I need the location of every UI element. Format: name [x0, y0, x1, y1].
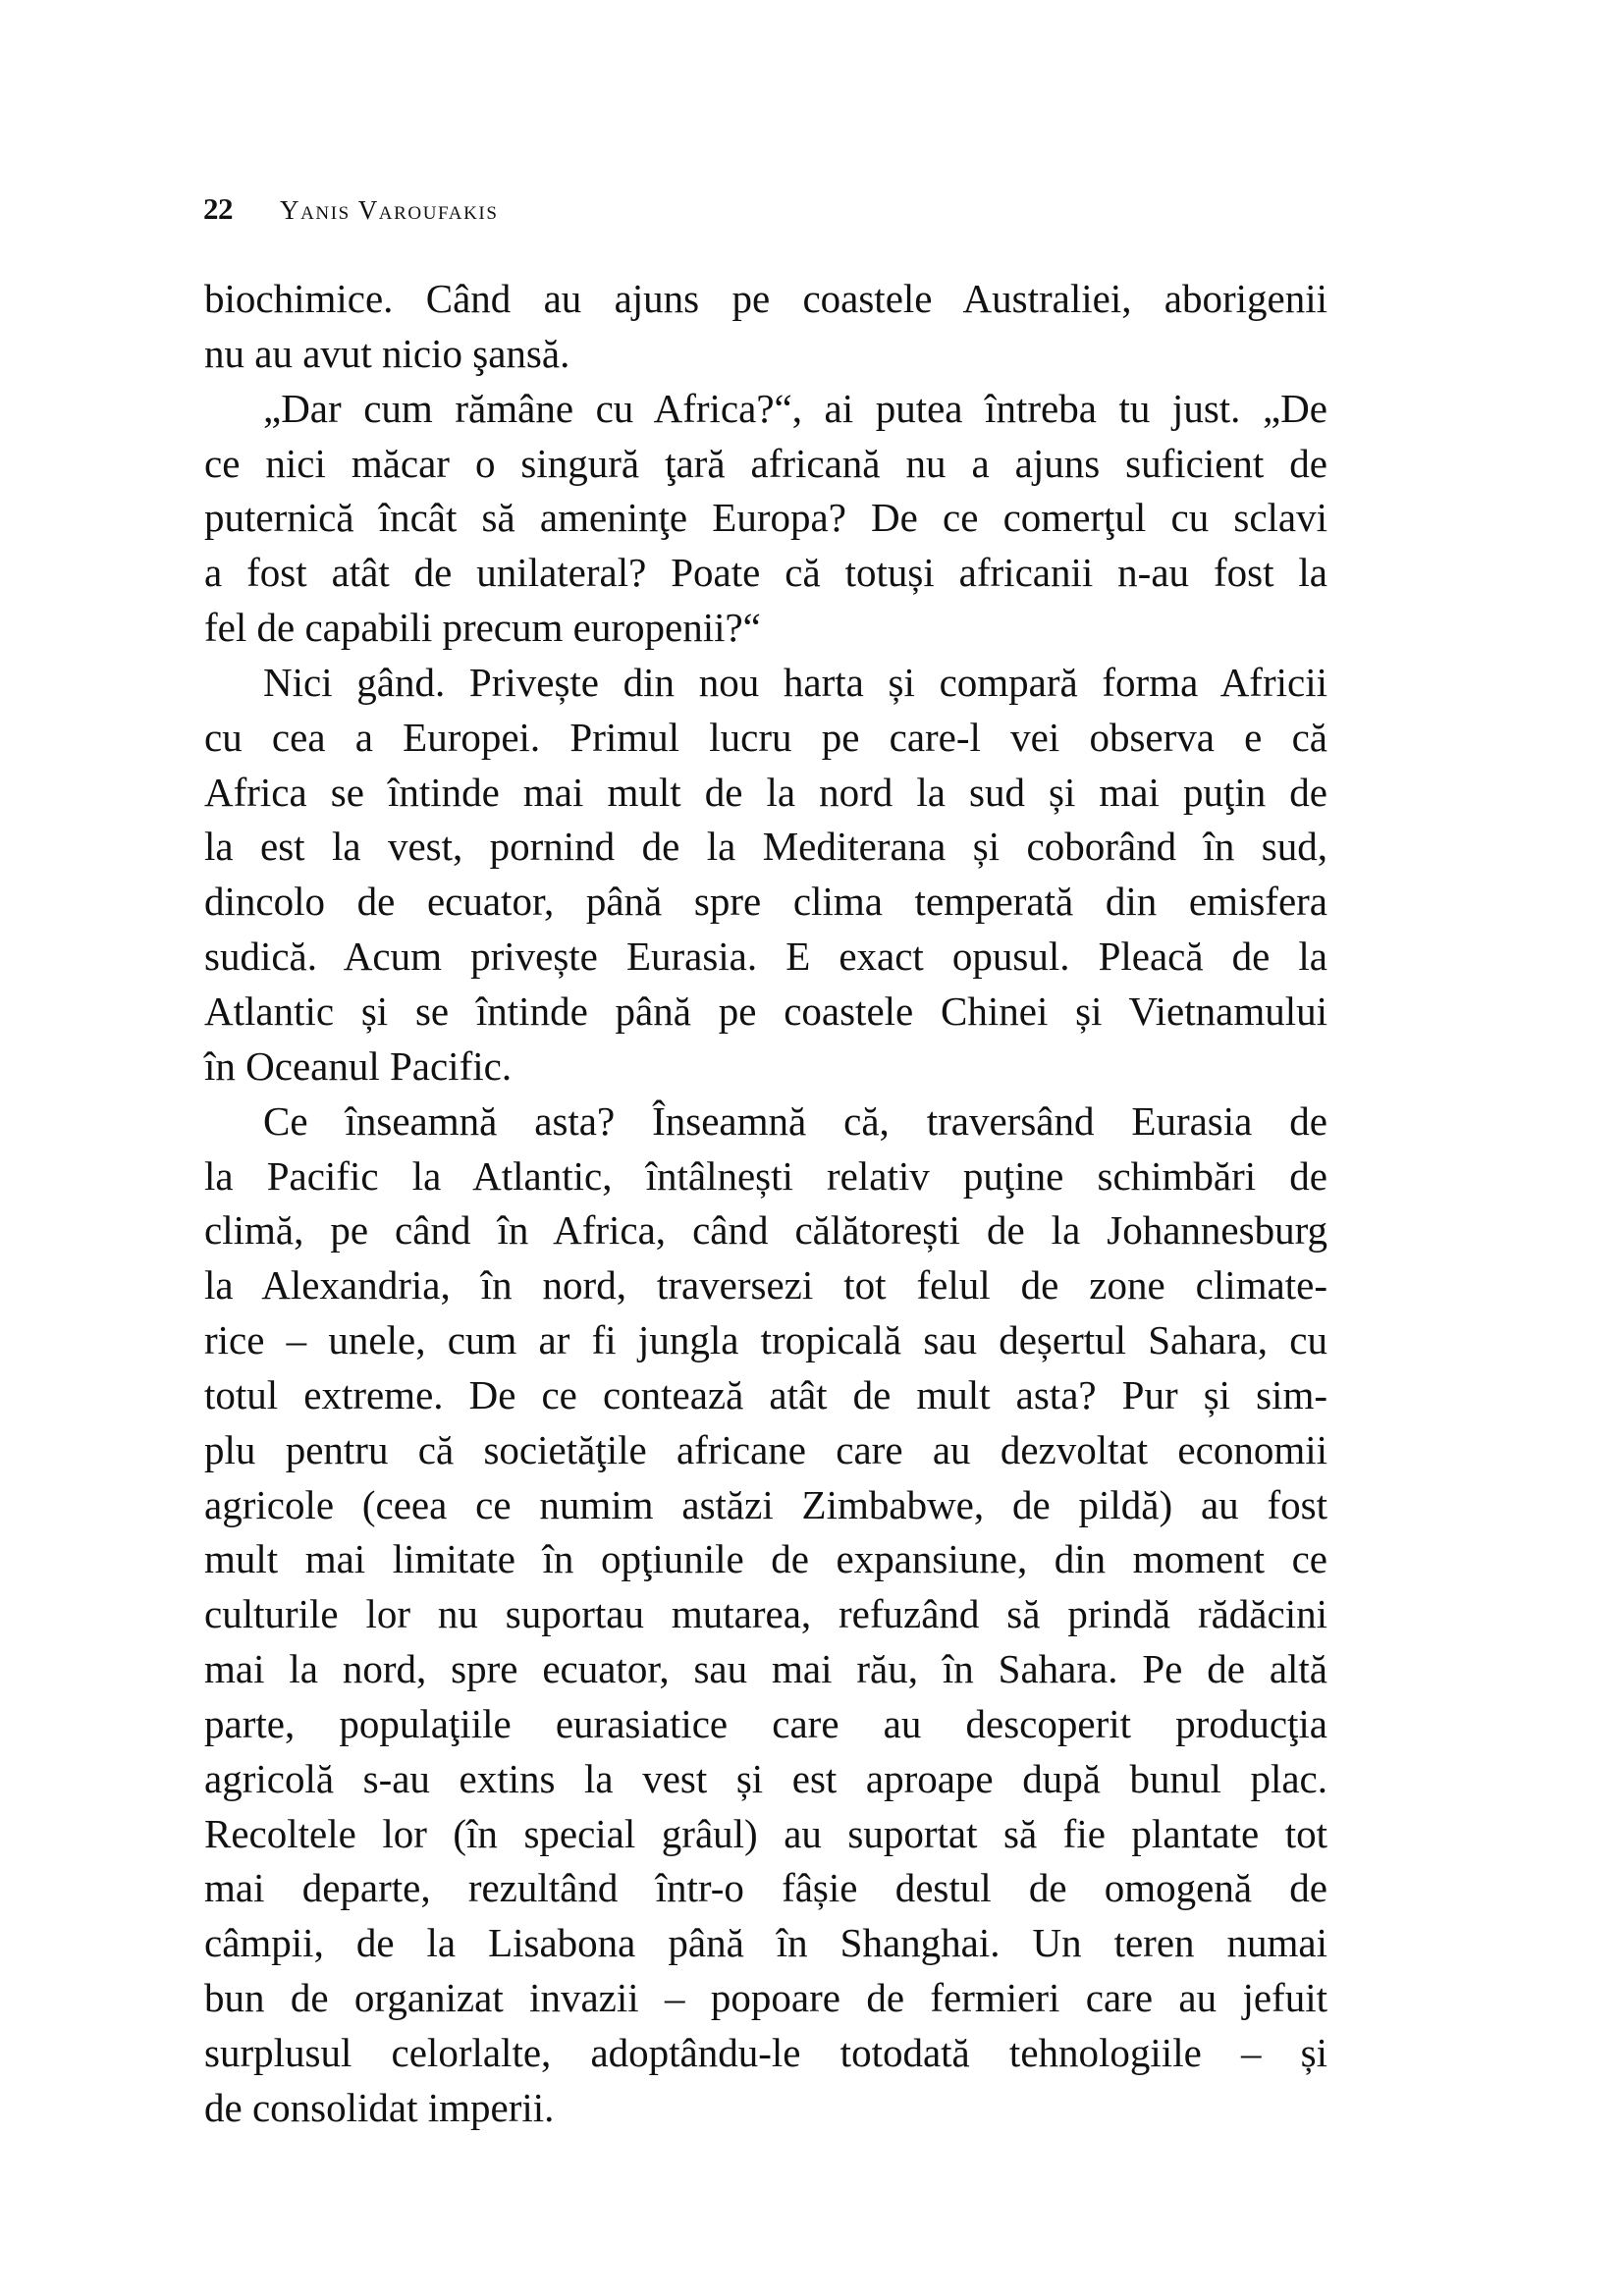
text-line: nu au avut nicio şansă. [204, 330, 570, 376]
text-line: în Oceanul Pacific. [204, 1042, 513, 1089]
text-line: culturile lor nu suportau mutarea, refuzând să prindă rădăcini [204, 1591, 1327, 1637]
text-line: totul extreme. De ce contează atât de mult asta? Pur și sim- [204, 1371, 1327, 1417]
text-line: Atlantic și se întinde până pe coastele Chinei și Vietnamului [204, 988, 1327, 1034]
text-line: cu cea a Europei. Primul lucru pe care-l vei observa e că [204, 714, 1327, 760]
text-line: surplusul celorlalte, adoptându-le totodată tehnologiile – și [204, 2030, 1327, 2075]
text-line: la Alexandria, în nord, traversezi tot felul de zone climate- [204, 1262, 1327, 1308]
text-line: biochimice. Când au ajuns pe coastele Australiei, aborigenii [204, 276, 1327, 321]
paragraph [204, 1095, 1327, 2136]
text-line: Recoltele lor (în special grâul) au suportat să fie plantate tot [204, 1810, 1327, 1856]
text-line: bun de organizat invazii – popoare de fermieri care au jefuit [204, 1975, 1327, 2021]
text-line: la Pacific la Atlantic, întâlnești relativ puţine schimbări de [204, 1152, 1327, 1199]
page-number: 22 [203, 191, 233, 226]
text-line: agricole (ceea ce numim astăzi Zimbabwe, de pildă) au fost [204, 1481, 1327, 1527]
body-text [204, 272, 1327, 2136]
text-line: mai departe, rezultând într-o fâșie destul de omogenă de [204, 1865, 1327, 1911]
text-line: Africa se întinde mai mult de la nord la sud și mai puţin de [204, 769, 1327, 815]
text-line: sudică. Acum privește Eurasia. E exact opusul. Pleacă de la [204, 934, 1327, 980]
text-line: „Dar cum rămâne cu Africa?“, ai putea întreba tu just. „De [263, 385, 1327, 431]
text-line: mult mai limitate în opţiunile de expansiune, din moment ce [204, 1536, 1327, 1582]
text-line: parte, populaţiile eurasiatice care au descoperit producţia [204, 1700, 1327, 1746]
text-line: a fost atât de unilateral? Poate că totuși africanii n-au fost la [204, 550, 1327, 596]
text-line: climă, pe când în Africa, când călătorești de la Johannesburg [204, 1207, 1327, 1254]
paragraph [204, 272, 1327, 382]
text-line: câmpii, de la Lisabona până în Shanghai. Un teren numai [204, 1920, 1327, 1966]
text-line: ce nici măcar o singură ţară africană nu a ajuns suficient de [204, 440, 1327, 486]
paragraph [204, 656, 1327, 1095]
text-line: mai la nord, spre ecuator, sau mai rău, în Sahara. Pe de altă [204, 1646, 1327, 1692]
paragraph [204, 382, 1327, 656]
text-line: la est la vest, pornind de la Mediterana și coborând în sud, [204, 824, 1327, 870]
text-line: fel de capabili precum europenii?“ [204, 605, 761, 651]
running-header [203, 192, 499, 226]
text-line: puternică încât să ameninţe Europa? De ce comerţul cu sclavi [204, 495, 1327, 541]
text-line: de consolidat imperii. [204, 2084, 555, 2130]
text-line: agricolă s-au extins la vest și est aproape după bunul plac. [204, 1755, 1327, 1801]
text-line: rice – unele, cum ar fi jungla tropicală sau deșertul Sahara, cu [204, 1317, 1327, 1363]
author-name: Yanis Varoufakis [280, 195, 499, 225]
text-line: Nici gând. Privește din nou harta și compară forma Africii [263, 659, 1327, 705]
text-line: Ce înseamnă asta? Înseamnă că, traversând Eurasia de [263, 1097, 1327, 1144]
text-line: plu pentru că societăţile africane care au dezvoltat economii [204, 1426, 1327, 1472]
text-line: dincolo de ecuator, până spre clima temperată din emisfera [204, 879, 1327, 925]
